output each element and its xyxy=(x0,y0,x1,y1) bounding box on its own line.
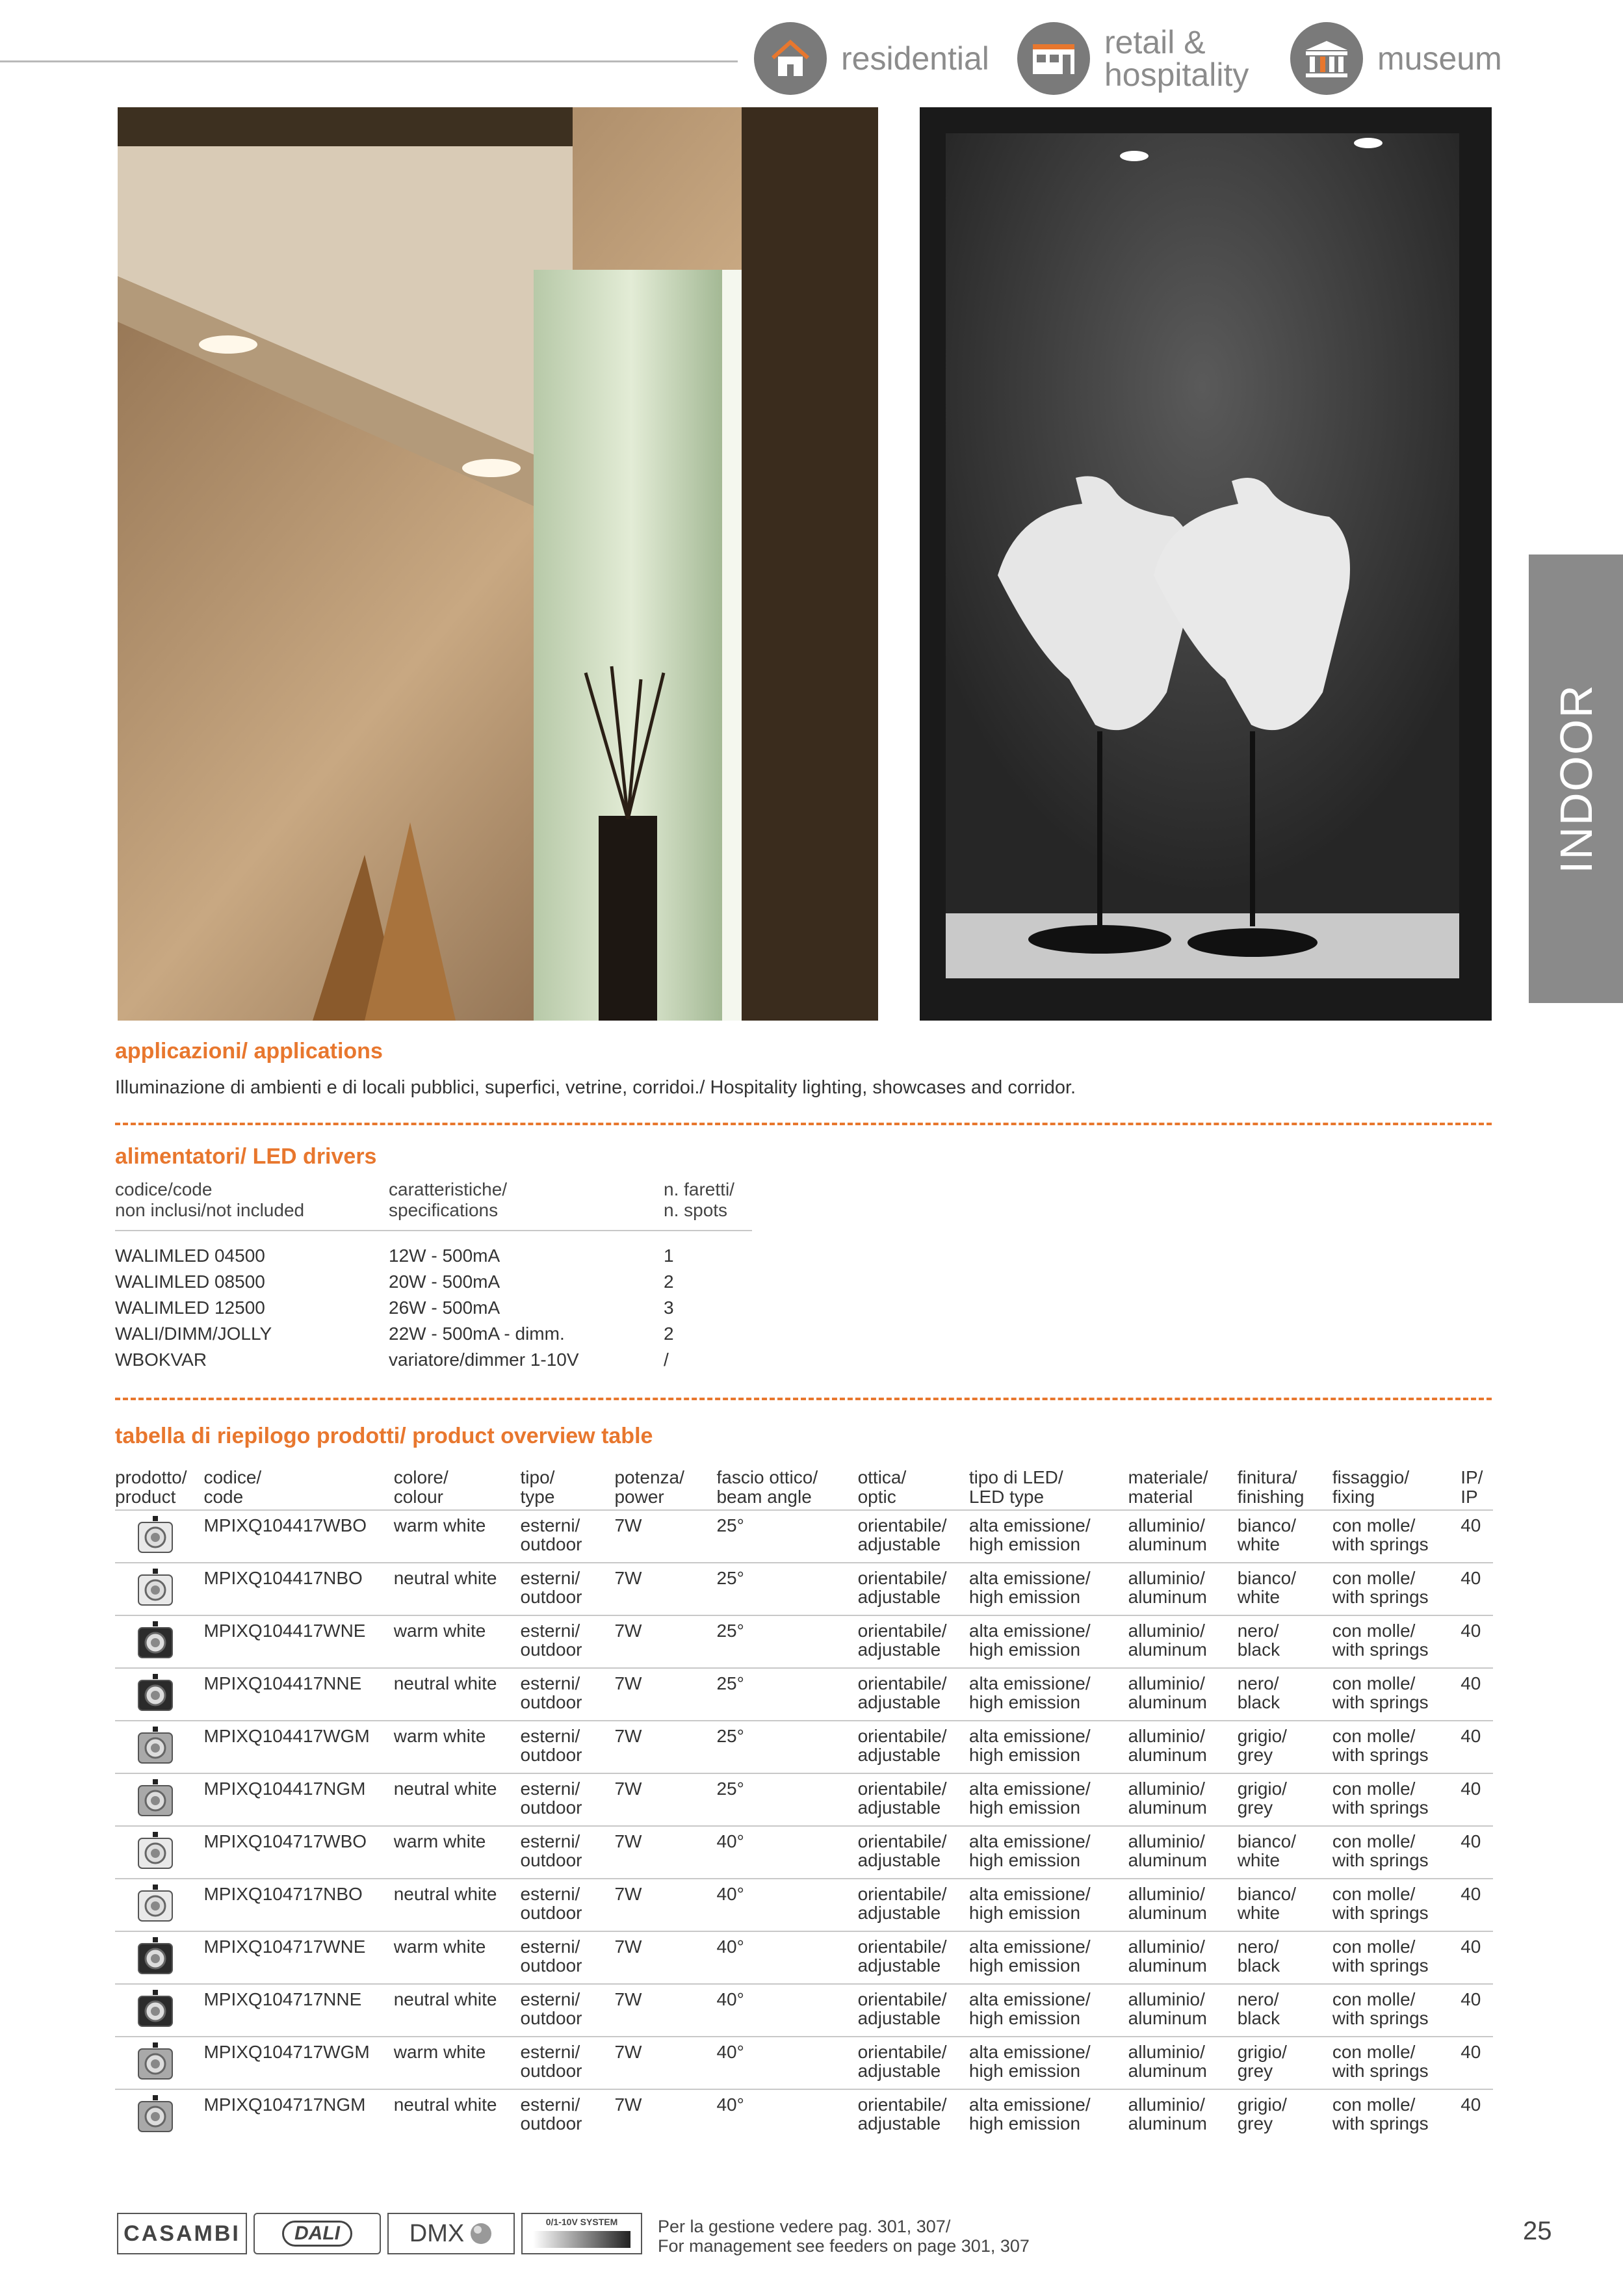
product-power: 7W xyxy=(614,2089,716,2141)
table-row xyxy=(115,1563,1493,1615)
driver-spots: 2 xyxy=(664,1272,674,1292)
driver-specs: 12W - 500mA xyxy=(389,1246,500,1266)
product-led-type: alta emissione/ high emission xyxy=(969,1563,1128,1615)
product-thumbnail xyxy=(115,1615,203,1668)
product-fixing: con molle/ with springs xyxy=(1332,1510,1461,1563)
product-optic: orientabile/ adjustable xyxy=(858,1773,969,1826)
product-finishing: grigio/ grey xyxy=(1238,2037,1332,2089)
spotlight-icon xyxy=(129,2095,181,2134)
driver-row xyxy=(115,1269,752,1295)
spotlight-icon xyxy=(129,1990,181,2029)
product-thumbnail xyxy=(115,1773,203,1826)
applications-title: applicazioni/ applications xyxy=(115,1039,383,1063)
museum-icon xyxy=(1290,22,1363,95)
driver-row xyxy=(115,1347,752,1373)
product-fixing: con molle/ with springs xyxy=(1332,1615,1461,1668)
product-optic: orientabile/ adjustable xyxy=(858,1721,969,1773)
product-thumbnail xyxy=(115,2089,203,2141)
driver-specs: 22W - 500mA - dimm. xyxy=(389,1324,565,1344)
driver-code: WBOKVAR xyxy=(115,1350,207,1370)
product-optic: orientabile/ adjustable xyxy=(858,1984,969,2037)
product-colour: warm white xyxy=(394,1931,521,1984)
driver-row xyxy=(115,1295,752,1321)
product-code: MPIXQ104717NBO xyxy=(203,1879,393,1931)
overview-header-cell: codice/ code xyxy=(203,1467,262,1507)
spotlight-icon xyxy=(129,1569,181,1608)
product-led-type: alta emissione/ high emission xyxy=(969,1668,1128,1721)
product-optic: orientabile/ adjustable xyxy=(858,1879,969,1931)
category-label: residential xyxy=(841,40,989,77)
section-tab-indoor[interactable]: INDOOR xyxy=(1529,554,1623,1003)
overview-header-cell: prodotto/ product xyxy=(115,1467,187,1507)
casambi-logo: CASAMBI xyxy=(117,2213,247,2254)
product-finishing: bianco/ white xyxy=(1238,1563,1332,1615)
product-power: 7W xyxy=(614,1615,716,1668)
product-led-type: alta emissione/ high emission xyxy=(969,1615,1128,1668)
driver-row xyxy=(115,1243,752,1269)
driver-spots: / xyxy=(664,1350,669,1370)
product-power: 7W xyxy=(614,1826,716,1879)
product-led-type: alta emissione/ high emission xyxy=(969,1826,1128,1879)
product-ip: 40 xyxy=(1461,1510,1493,1563)
product-code: MPIXQ104717NNE xyxy=(203,1984,393,2037)
product-led-type: alta emissione/ high emission xyxy=(969,1773,1128,1826)
product-material: alluminio/ aluminum xyxy=(1128,1510,1238,1563)
product-type: esterni/ outdoor xyxy=(521,1984,615,2037)
globe-icon xyxy=(469,2222,493,2245)
product-beam-angle: 40° xyxy=(716,1826,857,1879)
product-colour: warm white xyxy=(394,1826,521,1879)
product-material: alluminio/ aluminum xyxy=(1128,1563,1238,1615)
product-beam-angle: 40° xyxy=(716,1879,857,1931)
product-finishing: nero/ black xyxy=(1238,1668,1332,1721)
table-row xyxy=(115,2037,1493,2089)
product-finishing: bianco/ white xyxy=(1238,1879,1332,1931)
product-power: 7W xyxy=(614,1773,716,1826)
overview-header-cell: ottica/ optic xyxy=(857,1467,907,1507)
product-beam-angle: 25° xyxy=(716,1563,857,1615)
product-led-type: alta emissione/ high emission xyxy=(969,1931,1128,1984)
product-beam-angle: 25° xyxy=(716,1721,857,1773)
product-fixing: con molle/ with springs xyxy=(1332,1826,1461,1879)
product-led-type: alta emissione/ high emission xyxy=(969,1721,1128,1773)
product-ip: 40 xyxy=(1461,1773,1493,1826)
product-optic: orientabile/ adjustable xyxy=(858,2089,969,2141)
driver-code: WALI/DIMM/JOLLY xyxy=(115,1324,272,1344)
drivers-header-spots: n. faretti/ n. spots xyxy=(664,1179,734,1220)
product-material: alluminio/ aluminum xyxy=(1128,1668,1238,1721)
table-row xyxy=(115,1615,1493,1668)
product-power: 7W xyxy=(614,1668,716,1721)
product-colour: warm white xyxy=(394,1615,521,1668)
product-power: 7W xyxy=(614,1721,716,1773)
drivers-header-specs: caratteristiche/ specifications xyxy=(389,1179,508,1220)
header-rule xyxy=(0,60,738,62)
product-optic: orientabile/ adjustable xyxy=(858,1826,969,1879)
driver-row xyxy=(115,1321,752,1347)
product-code: MPIXQ104417NGM xyxy=(203,1773,393,1826)
spotlight-icon xyxy=(129,1727,181,1766)
product-ip: 40 xyxy=(1461,1879,1493,1931)
product-optic: orientabile/ adjustable xyxy=(858,1931,969,1984)
spotlight-icon xyxy=(129,1779,181,1818)
drivers-rows xyxy=(115,1243,752,1373)
product-code: MPIXQ104417WGM xyxy=(203,1721,393,1773)
product-colour: warm white xyxy=(394,1510,521,1563)
product-finishing: bianco/ white xyxy=(1238,1510,1332,1563)
product-ip: 40 xyxy=(1461,1563,1493,1615)
divider xyxy=(115,1123,1492,1125)
shop-icon xyxy=(1017,22,1090,95)
driver-code: WALIMLED 08500 xyxy=(115,1272,265,1292)
product-thumbnail xyxy=(115,1668,203,1721)
table-row xyxy=(115,1773,1493,1826)
drivers-header-code: codice/code non inclusi/not included xyxy=(115,1179,305,1220)
product-beam-angle: 25° xyxy=(716,1510,857,1563)
product-colour: neutral white xyxy=(394,1984,521,2037)
product-beam-angle: 40° xyxy=(716,2089,857,2141)
product-ip: 40 xyxy=(1461,1668,1493,1721)
table-row xyxy=(115,1510,1493,1563)
overview-header-cell: fascio ottico/ beam angle xyxy=(716,1467,818,1507)
product-fixing: con molle/ with springs xyxy=(1332,1721,1461,1773)
product-material: alluminio/ aluminum xyxy=(1128,1721,1238,1773)
product-finishing: grigio/ grey xyxy=(1238,1721,1332,1773)
product-power: 7W xyxy=(614,2037,716,2089)
product-finishing: bianco/ white xyxy=(1238,1826,1332,1879)
product-type: esterni/ outdoor xyxy=(521,2037,615,2089)
spotlight-icon xyxy=(129,2042,181,2081)
product-fixing: con molle/ with springs xyxy=(1332,2089,1461,2141)
product-material: alluminio/ aluminum xyxy=(1128,1984,1238,2037)
product-code: MPIXQ104717WBO xyxy=(203,1826,393,1879)
product-code: MPIXQ104417WNE xyxy=(203,1615,393,1668)
divider xyxy=(115,1398,1492,1400)
product-colour: neutral white xyxy=(394,1563,521,1615)
product-thumbnail xyxy=(115,2037,203,2089)
product-type: esterni/ outdoor xyxy=(521,1773,615,1826)
dali-logo: DALI xyxy=(253,2213,381,2254)
product-ip: 40 xyxy=(1461,1615,1493,1668)
product-code: MPIXQ104417NBO xyxy=(203,1563,393,1615)
photo-hospitality-corridor xyxy=(118,107,878,1021)
product-colour: warm white xyxy=(394,1721,521,1773)
product-led-type: alta emissione/ high emission xyxy=(969,1984,1128,2037)
product-led-type: alta emissione/ high emission xyxy=(969,2089,1128,2141)
product-thumbnail xyxy=(115,1510,203,1563)
product-ip: 40 xyxy=(1461,2089,1493,2141)
spotlight-icon xyxy=(129,1621,181,1660)
product-led-type: alta emissione/ high emission xyxy=(969,2037,1128,2089)
product-type: esterni/ outdoor xyxy=(521,2089,615,2141)
drivers-table xyxy=(115,1179,752,1373)
product-finishing: nero/ black xyxy=(1238,1931,1332,1984)
page-number: 25 xyxy=(1523,2217,1552,2245)
product-thumbnail xyxy=(115,1879,203,1931)
table-row xyxy=(115,1668,1493,1721)
product-power: 7W xyxy=(614,1984,716,2037)
table-row xyxy=(115,2089,1493,2141)
overview-header-cell: tipo/ type xyxy=(520,1467,555,1507)
dmx-logo: DMX xyxy=(387,2213,515,2254)
product-led-type: alta emissione/ high emission xyxy=(969,1879,1128,1931)
product-finishing: nero/ black xyxy=(1238,1984,1332,2037)
spotlight-icon xyxy=(129,1937,181,1976)
product-beam-angle: 40° xyxy=(716,1984,857,2037)
product-beam-angle: 25° xyxy=(716,1773,857,1826)
driver-spots: 3 xyxy=(664,1298,674,1318)
overview-table-wrap xyxy=(115,1468,1493,2141)
overview-table xyxy=(115,1468,1493,2141)
drivers-title: alimentatori/ LED drivers xyxy=(115,1144,377,1169)
drivers-header-row xyxy=(115,1179,752,1231)
product-optic: orientabile/ adjustable xyxy=(858,1615,969,1668)
product-ip: 40 xyxy=(1461,1984,1493,2037)
management-note: Per la gestione vedere pag. 301, 307/ For management see feeders on page 301, 307 xyxy=(658,2217,1030,2256)
product-material: alluminio/ aluminum xyxy=(1128,1931,1238,1984)
product-fixing: con molle/ with springs xyxy=(1332,1984,1461,2037)
driver-code: WALIMLED 12500 xyxy=(115,1298,265,1318)
product-material: alluminio/ aluminum xyxy=(1128,2089,1238,2141)
product-fixing: con molle/ with springs xyxy=(1332,2037,1461,2089)
product-type: esterni/ outdoor xyxy=(521,1563,615,1615)
product-led-type: alta emissione/ high emission xyxy=(969,1510,1128,1563)
overview-header-cell: colore/ colour xyxy=(393,1467,448,1507)
driver-code: WALIMLED 04500 xyxy=(115,1246,265,1266)
overview-header-cell: tipo di LED/ LED type xyxy=(968,1467,1063,1507)
overview-header-cell: potenza/ power xyxy=(614,1467,684,1507)
category-label: retail & hospitality xyxy=(1104,24,1249,93)
table-row xyxy=(115,1721,1493,1773)
product-thumbnail xyxy=(115,1721,203,1773)
product-fixing: con molle/ with springs xyxy=(1332,1879,1461,1931)
driver-specs: 20W - 500mA xyxy=(389,1272,500,1292)
product-material: alluminio/ aluminum xyxy=(1128,1826,1238,1879)
product-optic: orientabile/ adjustable xyxy=(858,1510,969,1563)
product-code: MPIXQ104717WGM xyxy=(203,2037,393,2089)
product-colour: neutral white xyxy=(394,1773,521,1826)
product-optic: orientabile/ adjustable xyxy=(858,1668,969,1721)
product-fixing: con molle/ with springs xyxy=(1332,1773,1461,1826)
category-museum[interactable] xyxy=(1290,22,1502,95)
table-row xyxy=(115,1984,1493,2037)
category-residential[interactable] xyxy=(754,22,989,95)
product-code: MPIXQ104717NGM xyxy=(203,2089,393,2141)
product-thumbnail xyxy=(115,1984,203,2037)
product-colour: warm white xyxy=(394,2037,521,2089)
product-type: esterni/ outdoor xyxy=(521,1879,615,1931)
overview-title: tabella di riepilogo prodotti/ product overview table xyxy=(115,1424,653,1448)
overview-header-cell: finitura/ finishing xyxy=(1237,1467,1305,1507)
product-ip: 40 xyxy=(1461,2037,1493,2089)
product-ip: 40 xyxy=(1461,1931,1493,1984)
product-type: esterni/ outdoor xyxy=(521,1931,615,1984)
applications-text: Illuminazione di ambienti e di locali pubblici, superfici, vetrine, corridoi./ Hospitality lighting, showcases and corridor. xyxy=(115,1077,1076,1098)
product-finishing: nero/ black xyxy=(1238,1615,1332,1668)
product-colour: neutral white xyxy=(394,2089,521,2141)
spotlight-icon xyxy=(129,1885,181,1924)
spotlight-icon xyxy=(129,1832,181,1871)
product-beam-angle: 25° xyxy=(716,1668,857,1721)
driver-specs: 26W - 500mA xyxy=(389,1298,500,1318)
photo-showcase-mannequins xyxy=(920,107,1492,1021)
overview-header-cell: fissaggio/ fixing xyxy=(1332,1467,1410,1507)
product-fixing: con molle/ with springs xyxy=(1332,1563,1461,1615)
product-colour: neutral white xyxy=(394,1668,521,1721)
product-type: esterni/ outdoor xyxy=(521,1721,615,1773)
product-fixing: con molle/ with springs xyxy=(1332,1931,1461,1984)
product-power: 7W xyxy=(614,1879,716,1931)
table-row xyxy=(115,1879,1493,1931)
product-thumbnail xyxy=(115,1563,203,1615)
product-material: alluminio/ aluminum xyxy=(1128,1615,1238,1668)
product-finishing: grigio/ grey xyxy=(1238,1773,1332,1826)
driver-spots: 1 xyxy=(664,1246,674,1266)
product-beam-angle: 25° xyxy=(716,1615,857,1668)
product-ip: 40 xyxy=(1461,1826,1493,1879)
product-type: esterni/ outdoor xyxy=(521,1826,615,1879)
table-row xyxy=(115,1931,1493,1984)
product-power: 7W xyxy=(614,1931,716,1984)
product-type: esterni/ outdoor xyxy=(521,1668,615,1721)
overview-header-row xyxy=(115,1468,1493,1510)
product-code: MPIXQ104717WNE xyxy=(203,1931,393,1984)
product-code: MPIXQ104417NNE xyxy=(203,1668,393,1721)
product-ip: 40 xyxy=(1461,1721,1493,1773)
category-retail-hospitality[interactable] xyxy=(1017,22,1249,95)
product-optic: orientabile/ adjustable xyxy=(858,1563,969,1615)
dimmer-system-logo: 0/1-10V SYSTEM xyxy=(521,2213,642,2254)
driver-specs: variatore/dimmer 1-10V xyxy=(389,1350,579,1370)
product-fixing: con molle/ with springs xyxy=(1332,1668,1461,1721)
product-type: esterni/ outdoor xyxy=(521,1510,615,1563)
house-icon xyxy=(754,22,827,95)
product-type: esterni/ outdoor xyxy=(521,1615,615,1668)
control-logos xyxy=(117,2213,642,2254)
product-colour: neutral white xyxy=(394,1879,521,1931)
product-material: alluminio/ aluminum xyxy=(1128,1879,1238,1931)
product-optic: orientabile/ adjustable xyxy=(858,2037,969,2089)
category-label: museum xyxy=(1377,40,1502,77)
product-power: 7W xyxy=(614,1510,716,1563)
product-thumbnail xyxy=(115,1826,203,1879)
product-finishing: grigio/ grey xyxy=(1238,2089,1332,2141)
product-beam-angle: 40° xyxy=(716,2037,857,2089)
spotlight-icon xyxy=(129,1516,181,1555)
spotlight-icon xyxy=(129,1674,181,1713)
product-beam-angle: 40° xyxy=(716,1931,857,1984)
table-row xyxy=(115,1826,1493,1879)
product-material: alluminio/ aluminum xyxy=(1128,2037,1238,2089)
product-code: MPIXQ104417WBO xyxy=(203,1510,393,1563)
overview-header-cell: materiale/ material xyxy=(1128,1467,1208,1507)
product-power: 7W xyxy=(614,1563,716,1615)
product-material: alluminio/ aluminum xyxy=(1128,1773,1238,1826)
product-thumbnail xyxy=(115,1931,203,1984)
overview-header-cell: IP/ IP xyxy=(1461,1467,1483,1507)
driver-spots: 2 xyxy=(664,1324,674,1344)
